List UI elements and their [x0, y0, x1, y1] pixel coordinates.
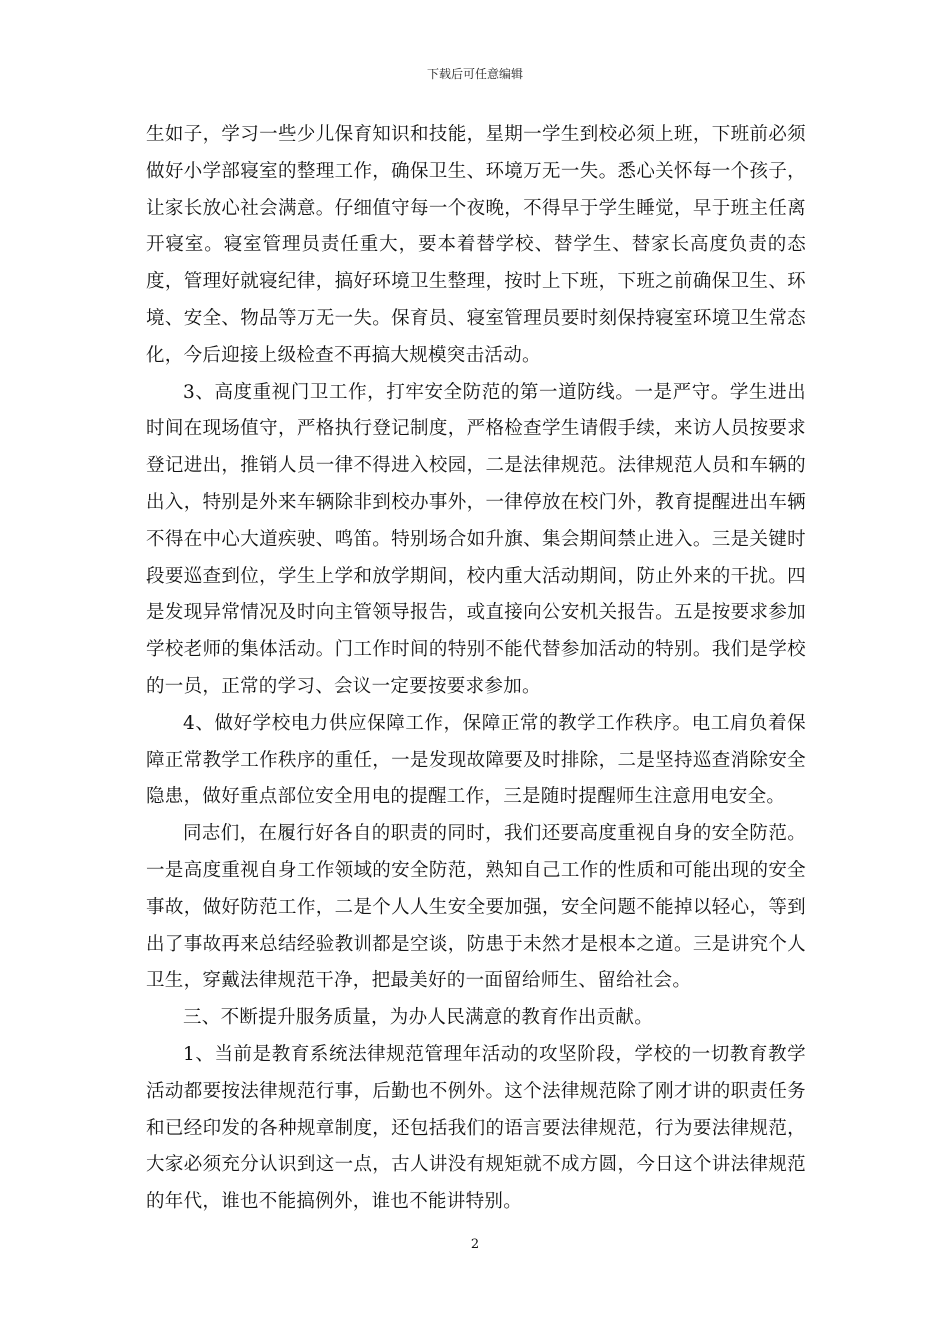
- document-body: [146, 117, 806, 1221]
- paragraph-gatekeeper: 3、高度重视门卫工作，打牢安全防范的第一道防线。一是严守。学生进出时间在现场值守，严格执行登记制度，严格检查学生请假手续，来访人员按要求登记进出，推销人员一律不得进入校园，二是法律规范。法律规范人员和车辆的出入，特别是外来车辆除非到校办事外，一律停放在校门外，教育提醒进出车辆不得在中心大道疾驶、鸣笛。特别场合如升旗、集会期间禁止进入。三是关键时段要巡查到位，学生上学和放学期间，校内重大活动期间，防止外来的干扰。四是发现异常情况及时向主管领导报告，或直接向公安机关报告。五是按要求参加学校老师的集体活动。门工作时间的特别不能代替参加活动的特别。我们是学校的一员，正常的学习、会议一定要按要求参加。: [146, 381, 806, 697]
- page-header: 下载后可任意编辑: [426, 67, 523, 81]
- paragraph-regulation: 1、当前是教育系统法律规范管理年活动的攻坚阶段，学校的一切教育教学活动都要按法律规范行事，后勤也不例外。这个法律规范除了刚才讲的职责任务和已经印发的各种规章制度，还包括我们的语言要法律规范，行为要法律规范，大家必须充分认识到这一点，古人讲没有规矩就不成方圆，今日这个讲法律规范的年代，谁也不能搞例外，谁也不能讲特别。: [146, 1043, 806, 1213]
- paragraph-self-safety: 同志们，在履行好各自的职责的同时，我们还要高度重视自身的安全防范。一是高度重视自身工作领域的安全防范，熟知自己工作的性质和可能出现的安全事故，做好防范工作，二是个人人生安全要加强，安全问题不能掉以轻心，等到出了事故再来总结经验教训都是空谈，防患于未然才是根本之道。三是讲究个人卫生，穿戴法律规范干净，把最美好的一面留给师生、留给社会。: [146, 823, 806, 992]
- paragraph-electricity: 4、做好学校电力供应保障工作，保障正常的教学工作秩序。电工肩负着保障正常教学工作秩序的重任，一是发现故障要及时排除，二是坚持巡查消除安全隐患，做好重点部位安全用电的提醒工作，三是随时提醒师生注意用电安全。: [146, 712, 806, 808]
- page-number: 2: [470, 1237, 480, 1252]
- section-heading-three: 三、不断提升服务质量，为办人民满意的教育作出贡献。: [183, 1007, 654, 1029]
- paragraph-continuation: 生如子，学习一些少儿保育知识和技能，星期一学生到校必须上班，下班前必须做好小学部寝室的整理工作，确保卫生、环境万无一失。悉心关怀每一个孩子，让家长放心社会满意。仔细值守每一个夜晚，不得早于学生睡觉，早于班主任离开寝室。寝室管理员责任重大，要本着替学校、替学生、替家长高度负责的态度，管理好就寝纪律，搞好环境卫生整理，按时上下班，下班之前确保卫生、环境、安全、物品等万无一失。保育员、寝室管理员要时刻保持寝室环境卫生常态化，今后迎接上级检查不再搞大规模突击活动。: [146, 124, 806, 366]
